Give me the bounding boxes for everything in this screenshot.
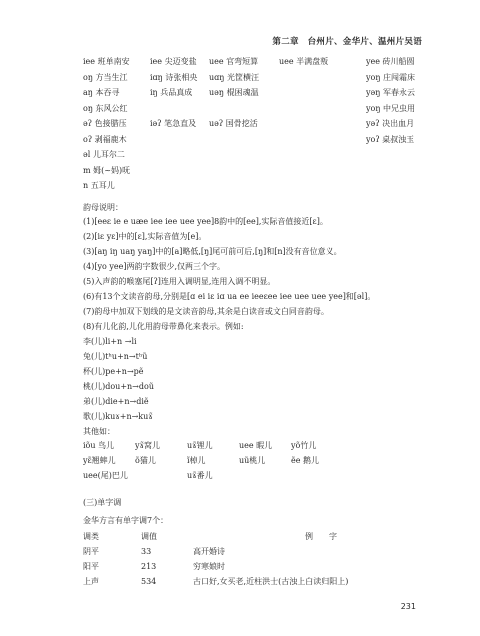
finals-table — [83, 55, 428, 197]
final-entry: yee 砖川船圆 — [366, 57, 415, 66]
tone-category: 上声 — [83, 577, 99, 586]
note-line: (4)[yo yee]两韵字数很少,仅两三个字。 — [83, 262, 225, 271]
other-example: ẽe 鹅儿 — [291, 456, 320, 465]
example-line: 杯(儿)pe+n→pẽ — [83, 367, 144, 376]
other-example: yõ竹儿 — [291, 441, 317, 450]
tone-category: 阴平 — [83, 547, 99, 556]
other-example: uɤ̃锂儿 — [187, 441, 213, 450]
tone-category: 阳平 — [83, 562, 99, 571]
final-entry: n 五耳儿 — [83, 181, 115, 190]
example-line: 桃(儿)dou+n→doũ — [83, 382, 154, 391]
page-header: 第二章 台州片、金华片、温州片吴语 — [272, 37, 422, 47]
notes-list — [83, 215, 428, 335]
tones-table — [83, 530, 428, 590]
other-examples — [83, 439, 428, 484]
final-entry: aŋ 本吞寻 — [83, 88, 120, 97]
final-entry: uɑŋ 光筐横汪 — [209, 72, 259, 82]
final-entry: iee 尖迈变盐 — [150, 57, 197, 66]
other-title: 其他如： — [83, 427, 115, 436]
other-example: uee 暇儿 — [239, 441, 273, 450]
tone-row — [83, 545, 428, 560]
tone-value: 213 — [141, 562, 157, 571]
example-line: 歌(儿)kuɤ+n→kuɤ̃ — [83, 412, 153, 421]
final-entry: iŋ 兵品真成 — [150, 88, 193, 97]
tone-examples: 穷寒娘时 — [193, 562, 225, 571]
note-line: (8)有儿化韵,儿化用韵母带鼻化来表示。例如: — [83, 322, 244, 331]
page-number: 231 — [400, 602, 416, 611]
final-entry: yəŋ 军春永云 — [366, 88, 415, 97]
section-title: (三)单字调 — [83, 498, 122, 507]
other-examples-row — [83, 469, 428, 484]
note-line: (2)[iɛ yɛ]中的[ɛ],实际音值为[e]。 — [83, 232, 207, 241]
final-entry: yoŋ 庄闯霜床 — [366, 72, 416, 82]
final-entry: iəʔ 笔急直及 — [150, 119, 197, 128]
other-example: uɤ̃番儿 — [187, 471, 213, 480]
final-entry: oŋ 方当生江 — [83, 72, 128, 82]
other-example: ĩ棹儿 — [187, 456, 206, 465]
final-entry: yoŋ 中兄虫用 — [366, 103, 416, 113]
tone-value-header: 调值 — [141, 532, 157, 541]
final-entry: yoʔ 桌叔浊玉 — [366, 134, 415, 144]
other-example — [135, 469, 187, 484]
tone-value: 534 — [141, 577, 157, 586]
final-entry: uəŋ 棍困魂温 — [209, 88, 259, 97]
tone-col-header: 调类 — [83, 532, 99, 541]
final-entry: iee 班单南安 — [83, 57, 130, 66]
final-entry: oʔ 剥福鹿木 — [83, 134, 127, 144]
example-line: 李(儿)li+n →li — [83, 337, 137, 346]
erhua-examples — [83, 335, 428, 425]
example-line: 兔(儿)tʰu+n→tʰũ — [83, 352, 148, 361]
final-entry: uee 官弯短算 — [209, 57, 259, 66]
tone-value: 33 — [141, 547, 152, 556]
note-line: (3)[aŋ iŋ uaŋ yaŋ]中的[a]略低,[ŋ]尾可前可后,[ŋ]和[n]没有音位意义。 — [83, 247, 342, 256]
other-example: uũ桃儿 — [239, 456, 266, 465]
final-entry: əʔ 色接腊压 — [83, 119, 127, 128]
tone-row — [83, 560, 428, 575]
note-line: (5)入声韵的喉塞尾[ʔ]连用入调明显,连用入调不明显。 — [83, 277, 276, 286]
note-line: (7)韵母中加双下划线的是文读音韵母,其余是白读音或文白同音韵母。 — [83, 307, 329, 316]
final-entry: oŋ 东风公红 — [83, 103, 128, 113]
other-example: uee(尾)巴儿 — [83, 471, 128, 480]
tone-examples: 高开婚诗 — [193, 547, 225, 556]
tones-intro: 金华方言有单字调7个： — [83, 516, 169, 525]
final-entry: yəʔ 决出血月 — [366, 119, 415, 128]
final-entry: iɑŋ 诗张相央 — [150, 72, 198, 82]
other-example: yɛ̃翘蟀儿 — [83, 456, 116, 465]
other-examples-row — [83, 454, 428, 469]
final-entry: əl 儿耳尔二 — [83, 150, 125, 159]
example-line: 弟(儿)die+n→diẽ — [83, 397, 149, 406]
other-example: yɤ̃窝儿 — [135, 441, 161, 450]
tones-header-row — [83, 530, 428, 545]
tone-row — [83, 575, 428, 590]
final-entry: uee 半满盘叛 — [279, 57, 329, 66]
tone-examples: 古口好,女买老,近柱洪士(古浊上白读归阳上) — [193, 577, 349, 586]
note-line: (1)[eeɛ ie e uæe iee iee uee yee]8韵中的[ee],实际音值接近[ɛ]。 — [83, 217, 328, 226]
tone-example-header: 例 字 — [305, 532, 337, 541]
notes-title: 韵母说明： — [83, 203, 123, 212]
page-body — [83, 55, 428, 590]
other-example — [239, 469, 291, 484]
other-example: õ猫儿 — [135, 456, 156, 465]
final-entry: m 姆(~妈)呒 — [83, 165, 131, 175]
other-example: iõu 鸟儿 — [83, 441, 115, 450]
other-example — [291, 469, 343, 484]
note-line: (6)有13个文读音韵母,分别是[ɑ ei iɛ iɑ ua ee ieeɛee iee uee uee yee]和[əl]。 — [83, 292, 376, 301]
other-examples-row — [83, 439, 428, 454]
final-entry: uəʔ 国骨挖活 — [209, 119, 258, 128]
